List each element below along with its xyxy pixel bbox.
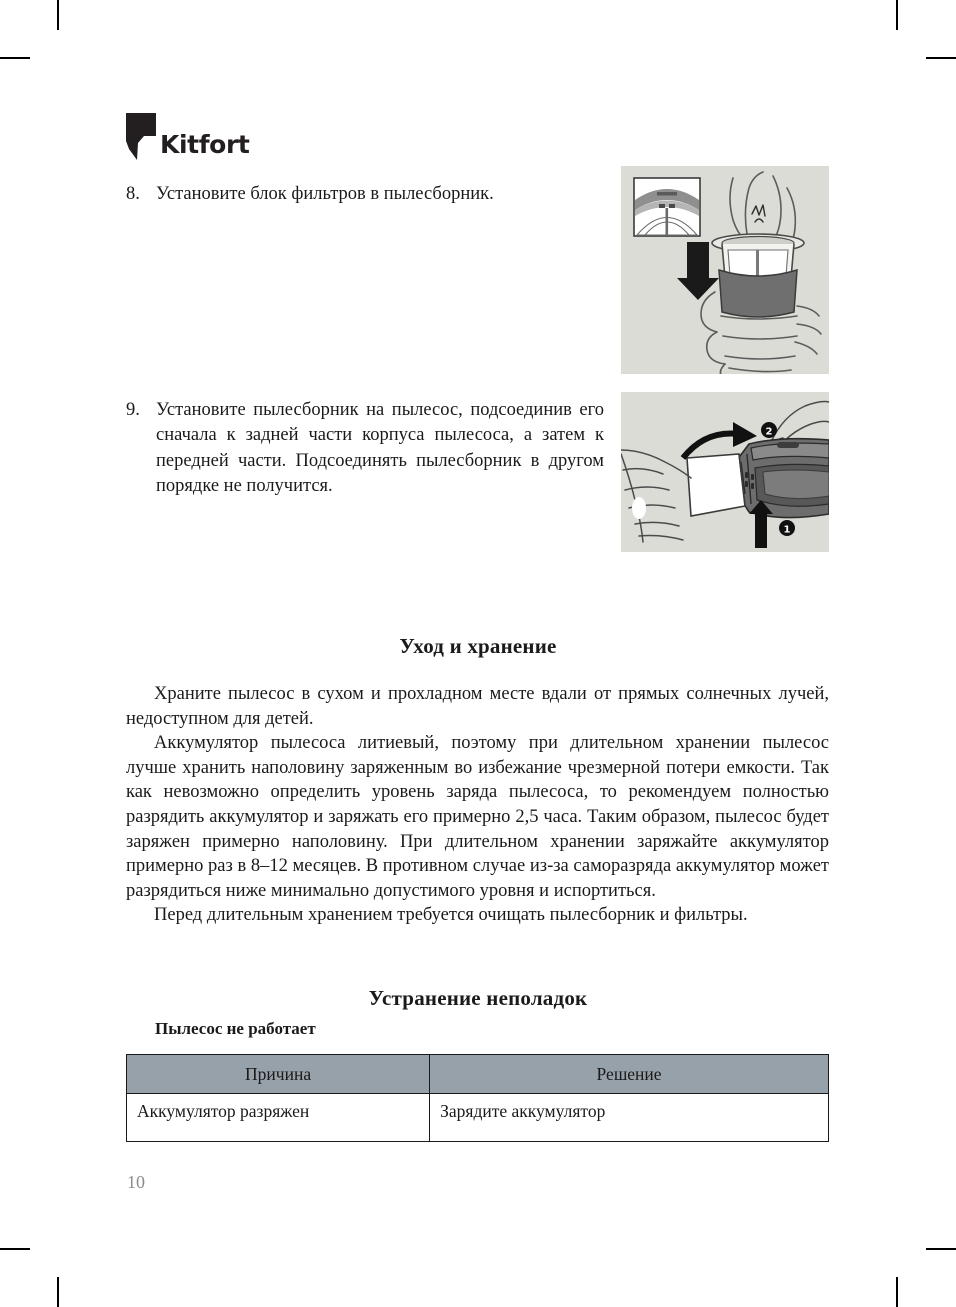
table-header-cause: Причина (127, 1055, 430, 1094)
list-item (126, 182, 596, 207)
page-number: 10 (127, 1172, 145, 1192)
table-header-row (127, 1055, 829, 1094)
svg-text:1: 1 (783, 524, 791, 536)
section-heading-care-and-storage: Уход и хранение (399, 634, 557, 658)
table-cell-remedy: Зарядите аккумулятор (430, 1094, 829, 1142)
table-header-remedy: Решение (430, 1055, 829, 1094)
list-item-text: Установите пылесборник на пылесос, подсоединив его сначала к задней части корпуса пылесоса, а затем к передней части. Подсоединять пылесборник в другом порядке не получится. (156, 400, 604, 497)
svg-text:2: 2 (765, 426, 773, 438)
illustration-dust-container-onto-vacuum (621, 392, 829, 552)
kitfort-flag-mark-icon (126, 113, 156, 160)
care-and-storage-body (126, 682, 829, 928)
paragraph: Храните пылесос в сухом и прохладном месте вдали от прямых солнечных лучей, недоступном для детей. (126, 684, 829, 729)
list-item-number: 9. (126, 400, 140, 420)
list-item (126, 398, 606, 499)
troubleshooting-table-wrapper (126, 1054, 829, 1142)
illustration-filter-block-into-dust-container (621, 166, 829, 374)
brand-logo (126, 108, 249, 160)
paragraph: Аккумулятор пылесоса литиевый, поэтому при длительном хранении пылесос лучше хранить наполовину заряженным во избежание чрезмерной потери емкости. Так как невозможно определить уровень заряда пылесоса, то рекомендуем полностью разрядить аккумулятор и заряжать его примерно 2,5 часа. Таким образом, пылесос будет заряжен примерно наполовину. При длительном хранении заряжайте аккумулятор примерно раз в 8–12 месяцев. В противном случае из-за саморазряда аккумулятор может разрядиться ниже минимально допустимого уровня и испортиться. (126, 733, 829, 901)
list-item-text: Установите блок фильтров в пылесборник. (156, 184, 494, 204)
paragraph: Перед длительным хранением требуется очищать пылесборник и фильтры. (154, 905, 748, 926)
table-row (127, 1094, 829, 1142)
list-item-number: 8. (126, 184, 140, 204)
brand-name: Kitfort (160, 130, 250, 159)
section-heading-troubleshooting: Устранение неполадок (368, 986, 588, 1010)
troubleshooting-table (126, 1054, 829, 1142)
table-cell-cause: Аккумулятор разряжен (127, 1094, 430, 1142)
subheading-vacuum-not-working: Пылесос не работает (155, 1019, 316, 1038)
